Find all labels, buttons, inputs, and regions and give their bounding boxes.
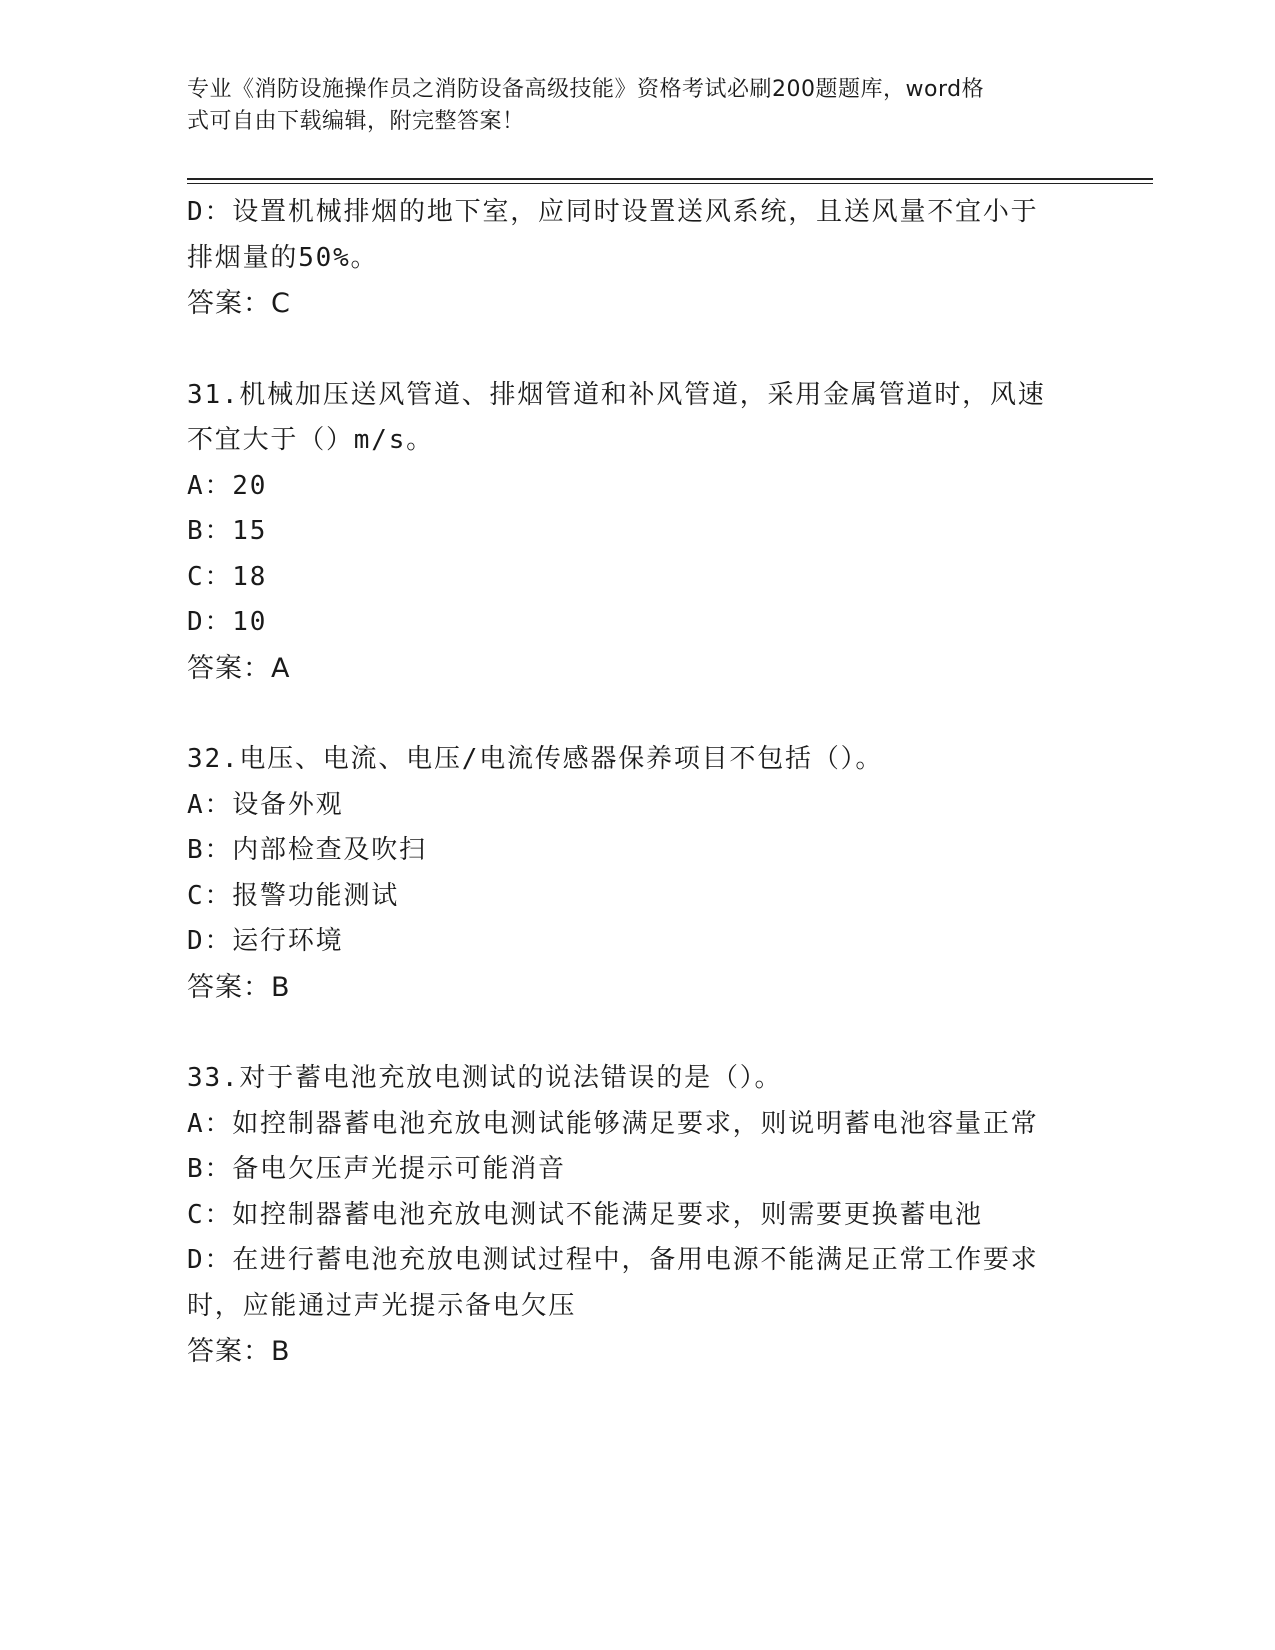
option-b: B：备电欠压声光提示可能消音	[187, 1154, 566, 1184]
option-b: B：内部检查及吹扫	[187, 835, 427, 865]
answer-line: 答案：B	[187, 1336, 291, 1367]
question-32	[187, 737, 1077, 1010]
answer-line: 答案：A	[187, 652, 291, 684]
option-d: D：运行环境	[187, 926, 344, 956]
question-31	[187, 373, 1077, 692]
option-d: D：10	[187, 607, 268, 637]
question-stem: 31.机械加压送风管道、排烟管道和补风管道，采用金属管道时，风速	[187, 379, 1046, 410]
option-d-continued: 时，应能通过声光提示备电欠压	[187, 1290, 577, 1321]
option-b: B：15	[187, 516, 268, 546]
option-a: A：如控制器蓄电池充放电测试能够满足要求，则说明蓄电池容量正常	[187, 1108, 1039, 1139]
option-d: D：在进行蓄电池充放电测试过程中，备用电源不能满足正常工作要求	[187, 1245, 1039, 1275]
option-d: D：设置机械排烟的地下室，应同时设置送风系统，且送风量不宜小于	[187, 197, 1039, 227]
header-line-2: 式可自由下载编辑，附完整答案！	[187, 109, 525, 134]
question-33	[187, 1056, 1077, 1375]
prev-question-tail	[187, 190, 1077, 327]
header-divider-thick	[187, 178, 1153, 180]
option-c: C：如控制器蓄电池充放电测试不能满足要求，则需要更换蓄电池	[187, 1199, 983, 1230]
page-header	[187, 74, 1067, 138]
question-stem-continued: 不宜大于（）m/s。	[187, 425, 434, 455]
question-stem: 33.对于蓄电池充放电测试的说法错误的是（）。	[187, 1063, 783, 1093]
answer-line: 答案：B	[187, 971, 291, 1003]
option-a: A：设备外观	[187, 789, 344, 820]
option-c: C：18	[187, 561, 268, 592]
option-d-continued: 排烟量的50%。	[187, 242, 379, 273]
header-divider-thin	[187, 183, 1153, 184]
header-line-1: 专业《消防设施操作员之消防设备高级技能》资格考试必刷200题题库，word格	[187, 77, 985, 102]
option-a: A：20	[187, 470, 268, 501]
option-c: C：报警功能测试	[187, 880, 400, 911]
question-content	[187, 190, 1077, 1375]
answer-line: 答案：C	[187, 288, 291, 319]
question-stem: 32.电压、电流、电压/电流传感器保养项目不包括（）。	[187, 744, 884, 774]
